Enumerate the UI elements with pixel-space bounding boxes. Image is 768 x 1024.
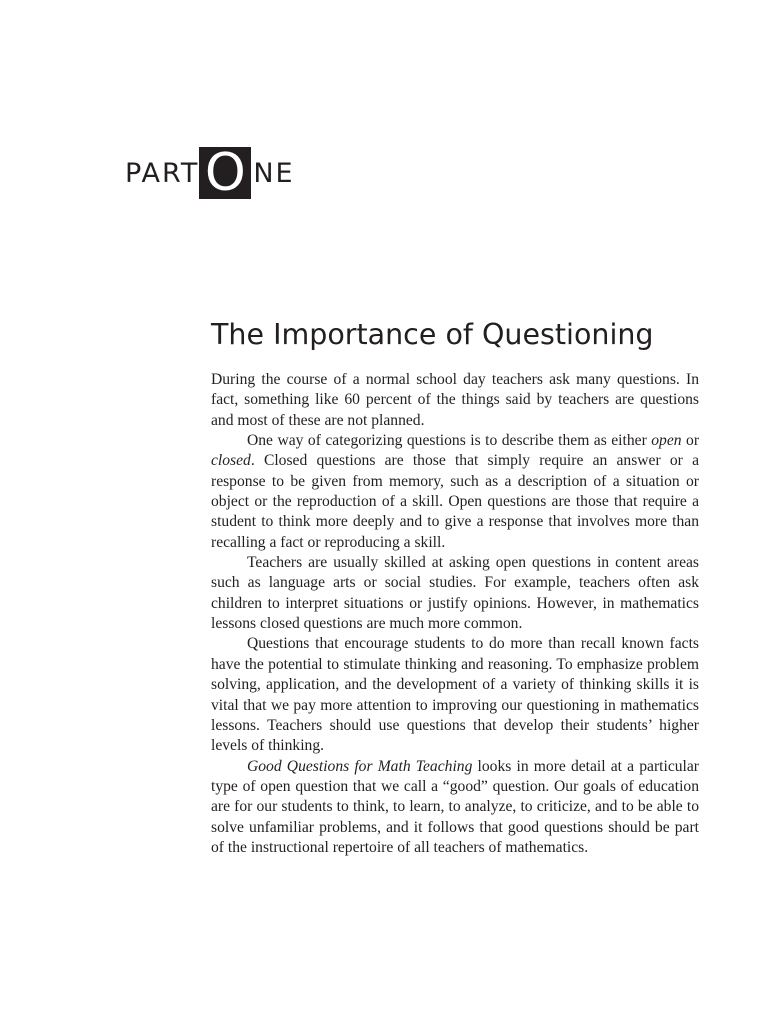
paragraph-2-segment-3: or [681,432,700,450]
paragraph-2-segment-1: One way of categorizing questions is to describe them as either [247,432,652,450]
paragraph-1 [211,370,699,431]
paragraph-4-segment-1: Questions that encourage students to do more than recall known facts have the potential to stimulate thinking and reasoning. To emphasize problem solving, application, and the development of a variety of thinking skills it is vital that we pay more attention to improving our questioning in mathematics lessons. Teachers should use questions that develop their students’ higher levels of thinking. [211,635,699,755]
part-number-box: O [199,147,251,199]
part-word: PART [125,157,200,189]
paragraph-2-term-closed: closed [211,452,251,470]
part-heading [125,143,295,203]
part-number-rest: NE [253,157,295,189]
paragraph-2-segment-5: . Closed questions are those that simply require an answer or a response to be given from memory, such as a description of a situation or object or the reproduction of a skill. Open questions are those that require a student to think more deeply and to give a response that involves more than recalling a fact or reproducing a skill. [211,452,699,551]
paragraph-5-book-title: Good Questions for Math Teaching [247,757,473,775]
paragraph-3 [211,553,699,634]
paragraph-1-segment-1: During the course of a normal school day teachers ask many questions. In fact, something like 60 percent of the things said by teachers are questions and most of these are not planned. [211,371,699,429]
paragraph-2 [211,431,699,553]
paragraph-4 [211,634,699,756]
chapter-title: The Importance of Questioning [211,318,654,351]
paragraph-5-segment-2: looks in more detail at a particular type of open question that we call a “good” question. Our goals of education are for our students to think, to learn, to analyze, to criticize, and to be able to solve unfamiliar problems, and it follows that good questions should be part of the instructional repertoire of all teachers of mathematics. [211,757,699,856]
paragraph-2-term-open: open [651,432,682,450]
paragraph-5 [211,757,699,859]
paragraph-3-segment-1: Teachers are usually skilled at asking open questions in content areas such as language arts or social studies. For example, teachers often ask children to interpret situations or justify opinions. However, in mathematics lessons closed questions are much more common. [211,554,699,633]
body-text [211,370,699,858]
